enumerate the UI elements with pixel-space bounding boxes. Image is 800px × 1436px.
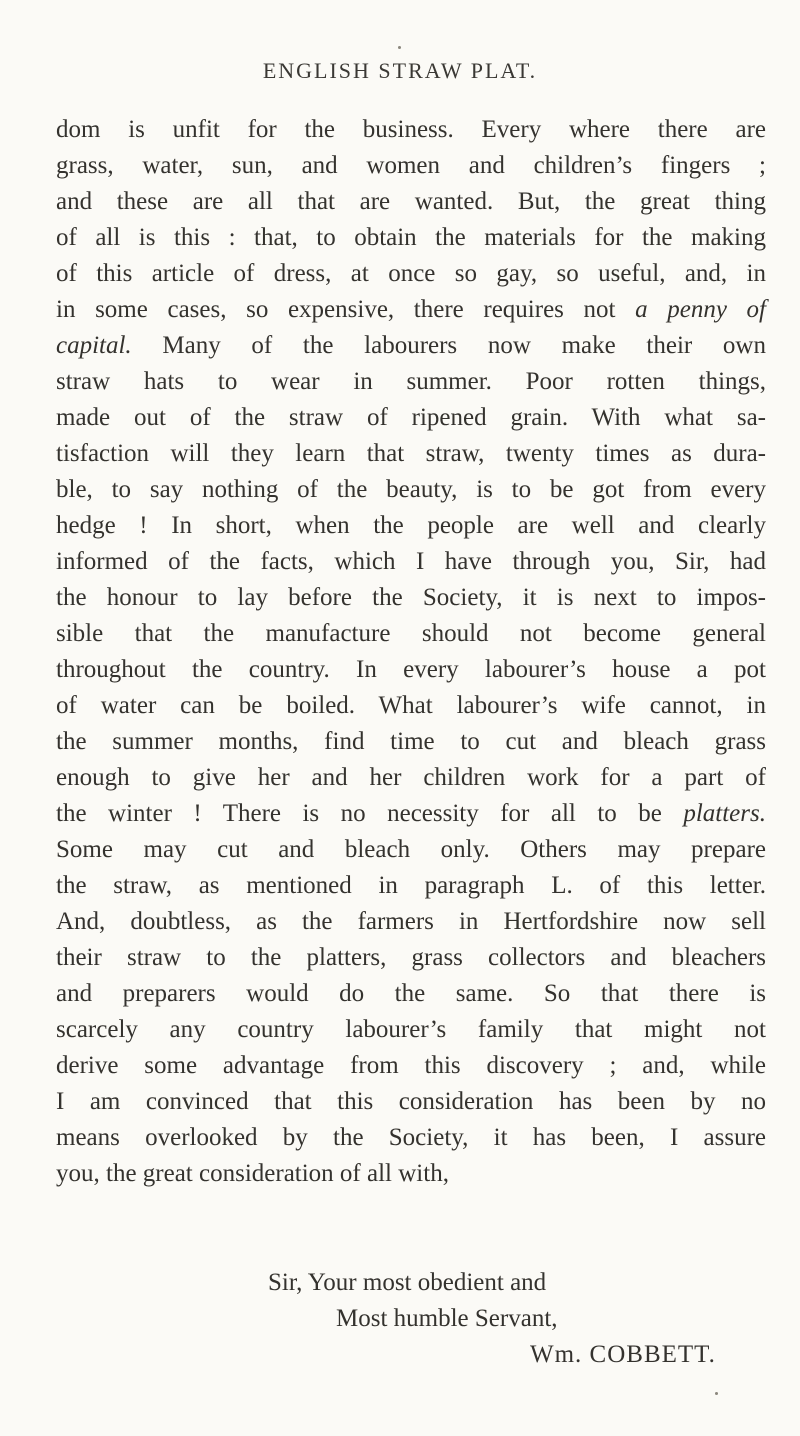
text-line: And, doubtless, as the farmers in Hertfordshire now sell xyxy=(56,908,766,935)
italic-phrase: capital. xyxy=(56,332,132,359)
text-line: the honour to lay before the Society, it is next to impos- xyxy=(56,584,766,611)
text-line: sible that the manufacture should not become general xyxy=(56,620,766,647)
text-line: their straw to the platters, grass collectors and bleachers xyxy=(56,944,766,971)
text-line: ble, to say nothing of the beauty, is to be got from every xyxy=(56,476,766,503)
text-line: capital. Many of the labourers now make their own xyxy=(56,332,766,359)
text-line: you, the great consideration of all with, xyxy=(56,1160,449,1187)
text-line: tisfaction will they learn that straw, twenty times as dura- xyxy=(56,440,766,467)
text-line: and these are all that are wanted. But, the great thing xyxy=(56,188,766,215)
text-line: straw hats to wear in summer. Poor rotten things, xyxy=(56,368,766,395)
paper-speck xyxy=(398,46,401,49)
closing-humble-servant: Most humble Servant, xyxy=(336,1305,558,1332)
running-head: ENGLISH STRAW PLAT. xyxy=(262,58,538,83)
text-line: the straw, as mentioned in paragraph L. of this letter. xyxy=(56,872,766,899)
signature: Wm. COBBETT. xyxy=(530,1341,716,1368)
text-line: grass, water, sun, and women and children’s fingers ; xyxy=(56,152,766,179)
text-line: of all is this : that, to obtain the materials for the making xyxy=(56,224,766,251)
paper-speck xyxy=(715,1392,718,1395)
text-line: the winter ! There is no necessity for all to be platters. xyxy=(56,800,766,827)
text-line: in some cases, so expensive, there requires not a penny of xyxy=(56,296,767,323)
text-line: scarcely any country labourer’s family that might not xyxy=(56,1016,766,1043)
italic-phrase: platters. xyxy=(683,800,766,827)
text-line: the summer months, find time to cut and bleach grass xyxy=(56,728,766,755)
italic-phrase: a penny of xyxy=(635,296,767,323)
closing-salutation: Sir, Your most obedient and xyxy=(268,1269,547,1296)
text-line: made out of the straw of ripened grain. With what sa- xyxy=(56,404,766,431)
text-line: derive some advantage from this discovery ; and, while xyxy=(56,1052,766,1079)
text-line: and preparers would do the same. So that there is xyxy=(56,980,766,1007)
text-line: enough to give her and her children work for a part of xyxy=(56,764,766,791)
text-line: informed of the facts, which I have through you, Sir, had xyxy=(56,548,766,575)
text-line: means overlooked by the Society, it has been, I assure xyxy=(56,1124,766,1151)
text-line: dom is unfit for the business. Every where there are xyxy=(56,116,766,143)
text-line: I am convinced that this consideration has been by no xyxy=(56,1088,766,1115)
text-line: Some may cut and bleach only. Others may prepare xyxy=(56,836,766,863)
text-line: of water can be boiled. What labourer’s wife cannot, in xyxy=(56,692,766,719)
text-line: of this article of dress, at once so gay, so useful, and, in xyxy=(56,260,766,287)
text-line: hedge ! In short, when the people are well and clearly xyxy=(56,512,766,539)
letter-body xyxy=(56,112,766,1192)
text-line: throughout the country. In every labourer’s house a pot xyxy=(56,656,766,683)
